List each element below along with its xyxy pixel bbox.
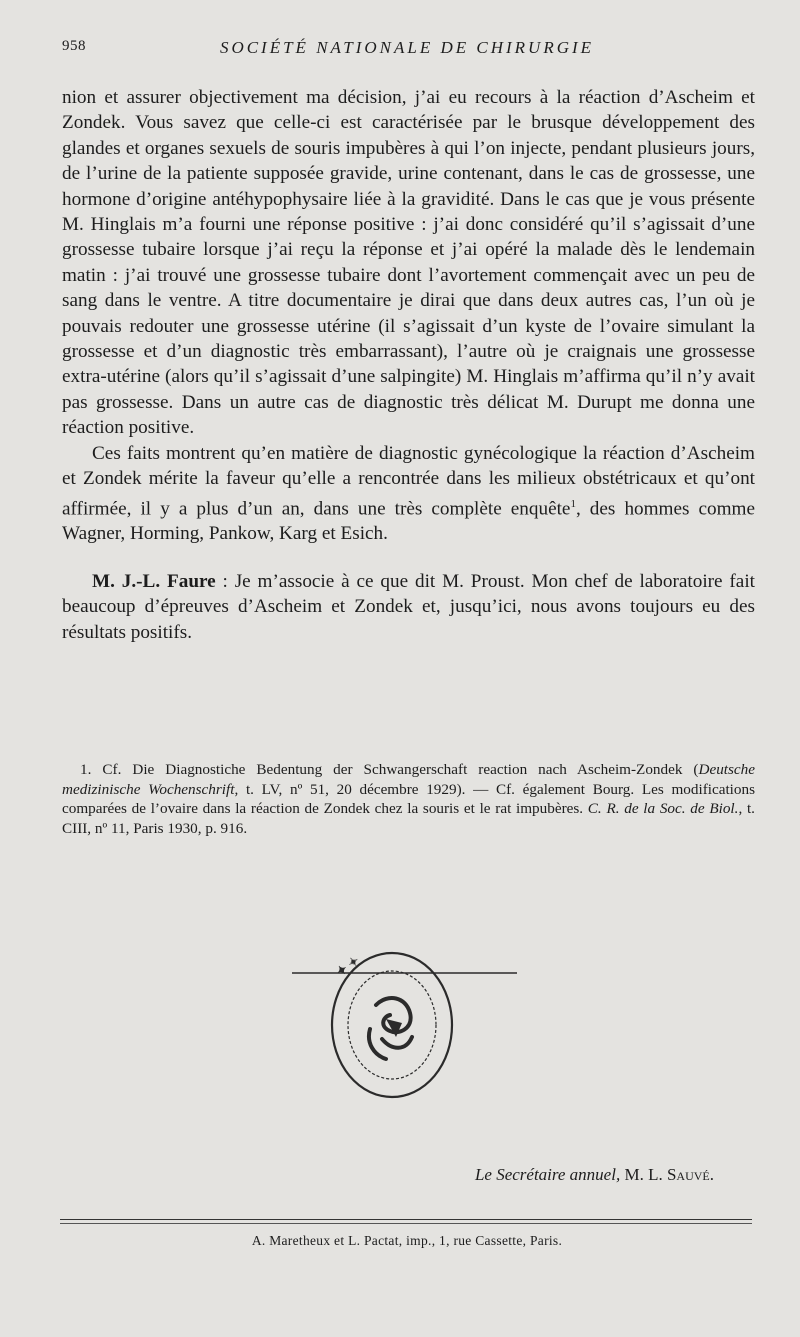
running-head: SOCIÉTÉ NATIONALE DE CHIRURGIE [219,38,595,57]
footnote-text-3: , t. CIII, nº 11, Paris 1930, p. 916. [62,800,755,837]
printer-imprint: A. Maretheux et L. Pactat, imp., 1, rue Cassette, Paris. [251,1233,563,1248]
stamp-seal [332,953,452,1097]
signature-name: M. L. Sauvé. [624,1165,714,1184]
paragraph-3 [62,569,755,645]
footnote-ref[interactable]: 1 [570,497,576,510]
paragraph-1: nion et assurer objectivement ma décision, j’ai eu recours à la réaction d’Ascheim et Zondek. Vous savez que celle-ci est caractérisée par le brusque développement des glandes et organes sexuels de souris impubères à qui l’on injecte, pendant plusieurs jours, de l’urine de la patiente supposée gravide, urine contenant, dans le cas de grossesse, une hormone d’origine antéhypophysaire liée à la gravidité. Dans le cas que je vous présente M. Hinglais m’a fourni une réponse positive : j’ai donc considéré qu’il s’agissait d’une grossesse tubaire lorsque j’ai reçu la réponse et j’ai opéré la malade dès le lendemain matin : j’ai trouvé une grossesse tubaire dont l’avortement commençait avec un peu de sang dans le ventre. A titre documentaire je dirai que dans deux autres cas, l’un où je pouvais redouter une grossesse utérine (il s’agissait d’un kyste de l’ovaire simulant la grossesse et d’un diagnostic très embarrassant), l’autre où je craignais une grossesse extra-utérine (alors qu’il s’agissait d’une salpingite) M. Hinglais m’affirma qu’il n’y avait pas grossesse. Dans un autre cas de diagnostic très délicat M. Durupt me donna une réaction positive. [62,87,755,439]
speaker-name: M. J.-L. Faure [92,570,216,592]
footnote-text-1: 1. Cf. Die Diagnostiche Bedentung der Schwangerschaft reaction nach Ascheim-Zondek ( [80,761,699,778]
footnote-journal-2: C. R. de la Soc. de Biol. [587,800,739,817]
svg-text:✦ ✦: ✦ ✦ [333,952,363,980]
footnote-journal-1: Deutsche medizinische Wochenschrift [62,761,755,798]
page-header [62,38,752,66]
footnote-1 [62,760,755,838]
paragraph-2-text: Ces faits montrent qu’en matière de diagnostic gynécologique la réaction d’Ascheim et Zondek mérite la faveur qu’elle a rencontrée dans les milieux obstétricaux et qu’ont affirmée, il y a plus d’un an, dans une très complète enquête [62,442,755,519]
imprint-rule-thick [60,1219,752,1220]
signature [62,1165,714,1185]
library-stamp [292,940,522,1120]
footnote-text-2: , t. LV, nº 51, 20 décembre 1929). — Cf. également Bourg. Les modifications comparées de l’ovaire dans la réaction de Zondek chez la souris et le rat impubères. [62,780,755,817]
footnotes [62,760,755,838]
imprint-rule-thin [60,1223,752,1224]
paragraph-2-tail: , des hommes comme Wagner, Horming, Pankow, Karg et Esich. [62,497,755,545]
signature-role: Le Secrétaire annuel, [474,1165,621,1184]
paragraph-3-text: : Je m’associe à ce que dit M. Proust. Mon chef de laboratoire fait beaucoup d’épreuves d’Ascheim et Zondek et, jusqu’ici, nous avons toujours eu des résultats positifs. [62,570,755,643]
paragraph-2 [62,441,755,547]
page-number: 958 [62,38,86,54]
body-text [62,85,755,645]
